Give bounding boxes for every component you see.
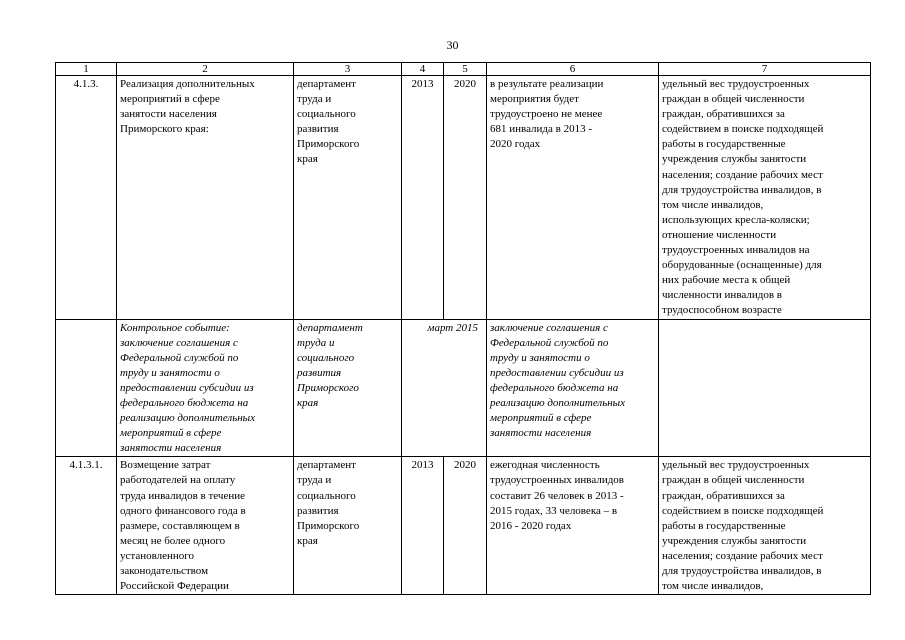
executor: департамент труда и социального развития Приморского края bbox=[294, 319, 402, 457]
column-number: 4 bbox=[402, 63, 444, 76]
end-year: 2020 bbox=[444, 76, 487, 320]
row-number: 4.1.3. bbox=[56, 76, 117, 320]
measure-name: Реализация дополнительных мероприятий в сфере занятости населения Приморского края: bbox=[117, 76, 294, 320]
column-number: 2 bbox=[117, 63, 294, 76]
measure-name: Возмещение затрат работодателей на оплату труда инвалидов в течение одного финансового года в размере, составляющем в месяц не более одного установленного законодательством Российской Федерации bbox=[117, 457, 294, 595]
column-number-row bbox=[56, 63, 871, 76]
indicator-empty bbox=[659, 319, 871, 457]
control-event-name: Контрольное событие: заключение соглашения с Федеральной службой по труду и занятости о предоставлении субсидии из федерального бюджета на реализацию дополнительных мероприятий в сфере занятости населения bbox=[117, 319, 294, 457]
executor: департамент труда и социального развития Приморского края bbox=[294, 76, 402, 320]
table-row bbox=[56, 457, 871, 595]
expected-result: заключение соглашения с Федеральной службой по труду и занятости о предоставлении субсидии из федерального бюджета на реализацию дополнительных мероприятий в сфере занятости населения bbox=[487, 319, 659, 457]
table-row bbox=[56, 76, 871, 320]
column-number: 3 bbox=[294, 63, 402, 76]
expected-result: в результате реализации мероприятия будет трудоустроено не менее 681 инвалида в 2013 - 2020 годах bbox=[487, 76, 659, 320]
column-number: 6 bbox=[487, 63, 659, 76]
start-year: 2013 bbox=[402, 457, 444, 595]
indicator: удельный вес трудоустроенных граждан в общей численности граждан, обратившихся за содействием в поиске подходящей работы в государственные учреждения службы занятости населения; создание рабочих мест для трудоустройства инвалидов, в том числе инвалидов, bbox=[659, 457, 871, 595]
executor: департамент труда и социального развития Приморского края bbox=[294, 457, 402, 595]
column-number: 7 bbox=[659, 63, 871, 76]
end-year: 2020 bbox=[444, 457, 487, 595]
expected-result: ежегодная численность трудоустроенных инвалидов составит 26 человек в 2013 - 2015 годах, 33 человека – в 2016 - 2020 годах bbox=[487, 457, 659, 595]
table-row-control-event bbox=[56, 319, 871, 457]
row-number: 4.1.3.1. bbox=[56, 457, 117, 595]
column-number: 1 bbox=[56, 63, 117, 76]
column-number: 5 bbox=[444, 63, 487, 76]
page-number: 30 bbox=[446, 38, 459, 52]
control-event-date: март 2015 bbox=[402, 319, 487, 457]
indicator: удельный вес трудоустроенных граждан в общей численности граждан, обратившихся за содействием в поиске подходящей работы в государственные учреждения службы занятости населения; создание рабочих мест для трудоустройства инвалидов, в том числе инвалидов, использующих кресла-коляски; отношение численности трудоустроенных инвалидов на оборудованные (оснащенные) для них рабочие места к общей численности инвалидов в трудоспособном возрасте bbox=[659, 76, 871, 320]
row-number-empty bbox=[56, 319, 117, 457]
start-year: 2013 bbox=[402, 76, 444, 320]
program-table bbox=[55, 62, 871, 595]
